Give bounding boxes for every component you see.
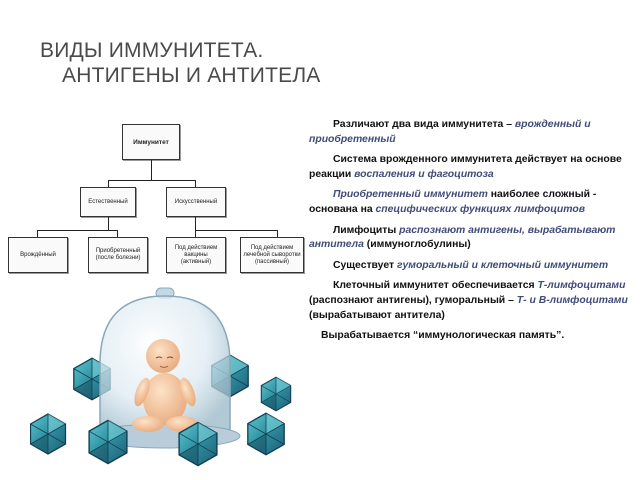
- title-line-2: АНТИГЕНЫ И АНТИТЕЛА: [62, 64, 321, 87]
- p2-text: Система врожденного иммунитета действует на основе реакции: [309, 154, 622, 180]
- diagram-connector: [277, 230, 278, 237]
- diagram-connector: [117, 230, 118, 237]
- p6-text-2: (распознают антигены), гуморальный –: [309, 294, 517, 306]
- p6-text-3: (вырабатывают антитела): [309, 309, 445, 321]
- diagram-connector: [151, 160, 152, 180]
- diagram-node-acquired-line2: (после болезни): [95, 255, 141, 261]
- diagram-node-vaccine: [166, 237, 226, 273]
- paragraph-6: [309, 279, 629, 323]
- virus-crystal-icon: [261, 377, 290, 411]
- virus-crystal-icon: [248, 413, 284, 455]
- p1-text: Различают два вида иммунитета –: [333, 119, 515, 130]
- paragraph-7: [309, 329, 629, 344]
- diagram-connector: [195, 217, 196, 230]
- diagram-connector: [108, 180, 196, 181]
- diagram-node-vaccine-line1: Под действием: [174, 244, 218, 251]
- diagram-node-serum-line1: Под действием: [250, 244, 294, 251]
- title-line-1: ВИДЫ ИММУНИТЕТА.: [40, 39, 264, 62]
- slide-title: [40, 38, 400, 88]
- paragraph-3: [309, 188, 629, 217]
- p3-emphasis-1: Приобретенный иммунитет: [333, 189, 488, 201]
- diagram-node-natural: [80, 187, 136, 217]
- p5-emphasis: гуморальный и клеточный иммунитет: [396, 259, 609, 271]
- paragraph-2: [309, 153, 629, 182]
- diagram-node-vaccine-line2: вакцины: [184, 251, 208, 258]
- p3-text: наиболее сложный - основана на: [309, 189, 597, 215]
- diagram-node-immunity: [122, 124, 180, 160]
- baby-under-glass-dome-illustration: [30, 284, 300, 474]
- diagram-node-vaccine-line3: (активный): [180, 258, 212, 265]
- paragraph-4: [309, 224, 629, 253]
- diagram-node-artificial-label: Искусственный: [174, 198, 218, 205]
- diagram-connector: [195, 230, 278, 231]
- p7-text: Вырабатывается “иммунологическая память”.: [321, 330, 565, 342]
- diagram-node-serum-line3: (пассивный): [254, 258, 290, 265]
- diagram-node-serum: [240, 237, 304, 273]
- p6-emphasis-1: Т-лимфоцитами: [537, 280, 626, 292]
- diagram-connector: [108, 217, 109, 230]
- p6-text-1: Клеточный иммунитет обеспечивается: [333, 280, 538, 292]
- diagram-node-innate-label: Врождённый: [20, 251, 56, 258]
- slide-body-text: [309, 118, 629, 350]
- diagram-connector: [108, 180, 109, 187]
- diagram-connector: [37, 230, 38, 237]
- p5-text: Существует: [333, 259, 397, 271]
- p3-emphasis-2: специфических функциях лимфоцитов: [375, 203, 585, 215]
- diagram-node-natural-label: Естественный: [88, 198, 128, 205]
- p4-text-2: (иммуноглобулины): [363, 239, 471, 251]
- diagram-node-artificial: [166, 187, 226, 217]
- diagram-connector: [37, 230, 118, 231]
- diagram-connector: [195, 180, 196, 187]
- diagram-node-acquired: [88, 237, 148, 273]
- diagram-node-innate: [8, 237, 68, 273]
- p2-emphasis: воспаления и фагоцитоза: [354, 168, 494, 180]
- diagram-connector: [195, 230, 196, 237]
- p4-text-1: Лимфоциты: [333, 224, 400, 236]
- p4-emphasis: распознают антигены, вырабатывают антитела: [309, 224, 616, 251]
- p6-emphasis-2: Т- и В-лимфоцитами: [516, 294, 628, 306]
- diagram-node-serum-line2: лечебной сыворотки: [243, 251, 301, 258]
- diagram-node-immunity-label: Иммунитет: [133, 138, 169, 146]
- paragraph-1: [309, 118, 629, 147]
- paragraph-5: [309, 259, 629, 274]
- p1-emphasis: врожденный и приобретенный: [309, 119, 591, 145]
- virus-crystal-icon: [31, 414, 66, 454]
- diagram-node-acquired-line1: Приобретенный: [95, 248, 141, 254]
